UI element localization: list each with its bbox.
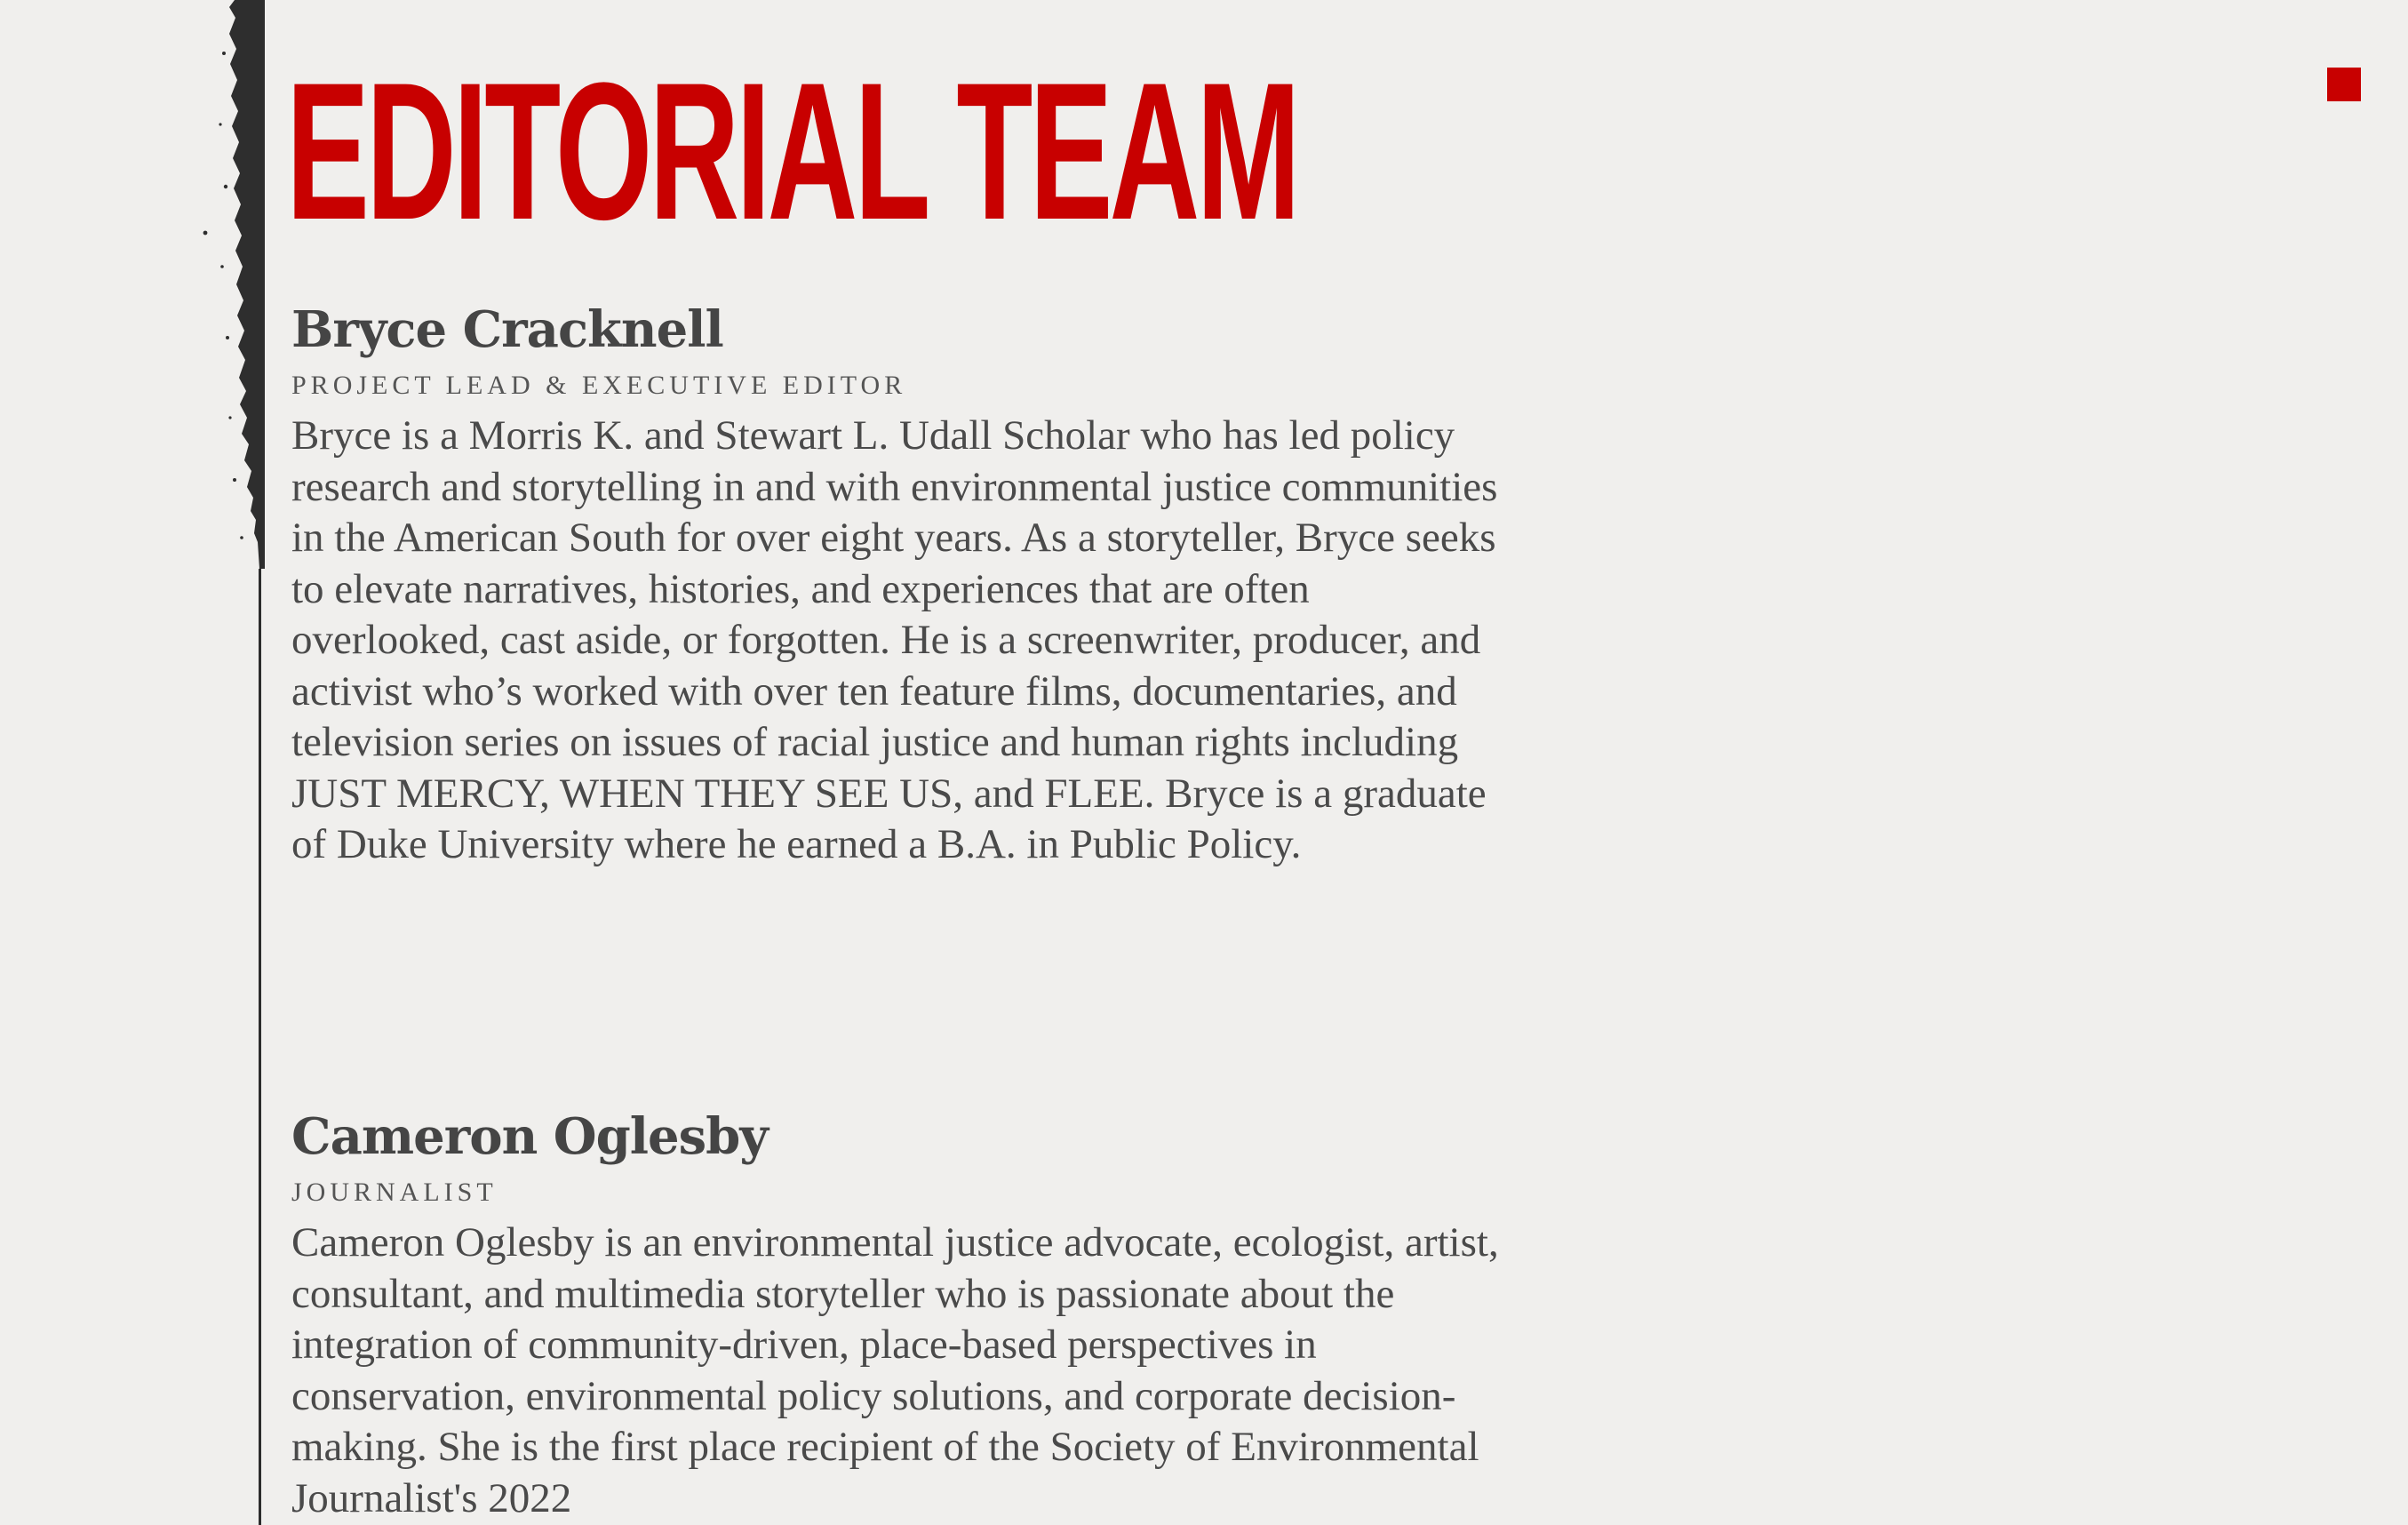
member-role: JOURNALIST <box>291 1178 498 1207</box>
team-member-bryce-cracknell <box>291 291 1509 871</box>
vertical-rule <box>259 569 261 1525</box>
member-role: PROJECT LEAD & EXECUTIVE EDITOR <box>291 371 907 400</box>
page-title: EDITORIAL TEAM <box>286 42 1297 260</box>
grunge-border-decoration <box>203 0 265 569</box>
member-bio: Cameron Oglesby is an environmental justice advocate, ecologist, artist, consultant, and multimedia storyteller who is passionate about the integration of community-driven, place-based perspectives in conservation, environmental policy solutions, and corporate decision-making. She is the first place recipient of the Society of Environmental Journalist's 2022 <box>291 1219 1499 1521</box>
member-name: Cameron Oglesby <box>291 1107 768 1166</box>
member-name: Bryce Cracknell <box>291 300 723 359</box>
team-member-cameron-oglesby <box>291 1098 1509 1524</box>
menu-square-icon[interactable] <box>2327 68 2361 101</box>
member-bio: Bryce is a Morris K. and Stewart L. Udall Scholar who has led policy research and storytelling in and with environmental justice communities in the American South for over eight years. As a storyteller, Bryce seeks to elevate narratives, histories, and experiences that are often overlooked, cast aside, or forgotten. He is a screenwriter, producer, and activist who’s worked with over ten feature films, documentaries, and television series on issues of racial justice and human rights including JUST MERCY, WHEN THEY SEE US, and FLEE. Bryce is a graduate of Duke University where he earned a B.A. in Public Policy. <box>291 412 1498 867</box>
